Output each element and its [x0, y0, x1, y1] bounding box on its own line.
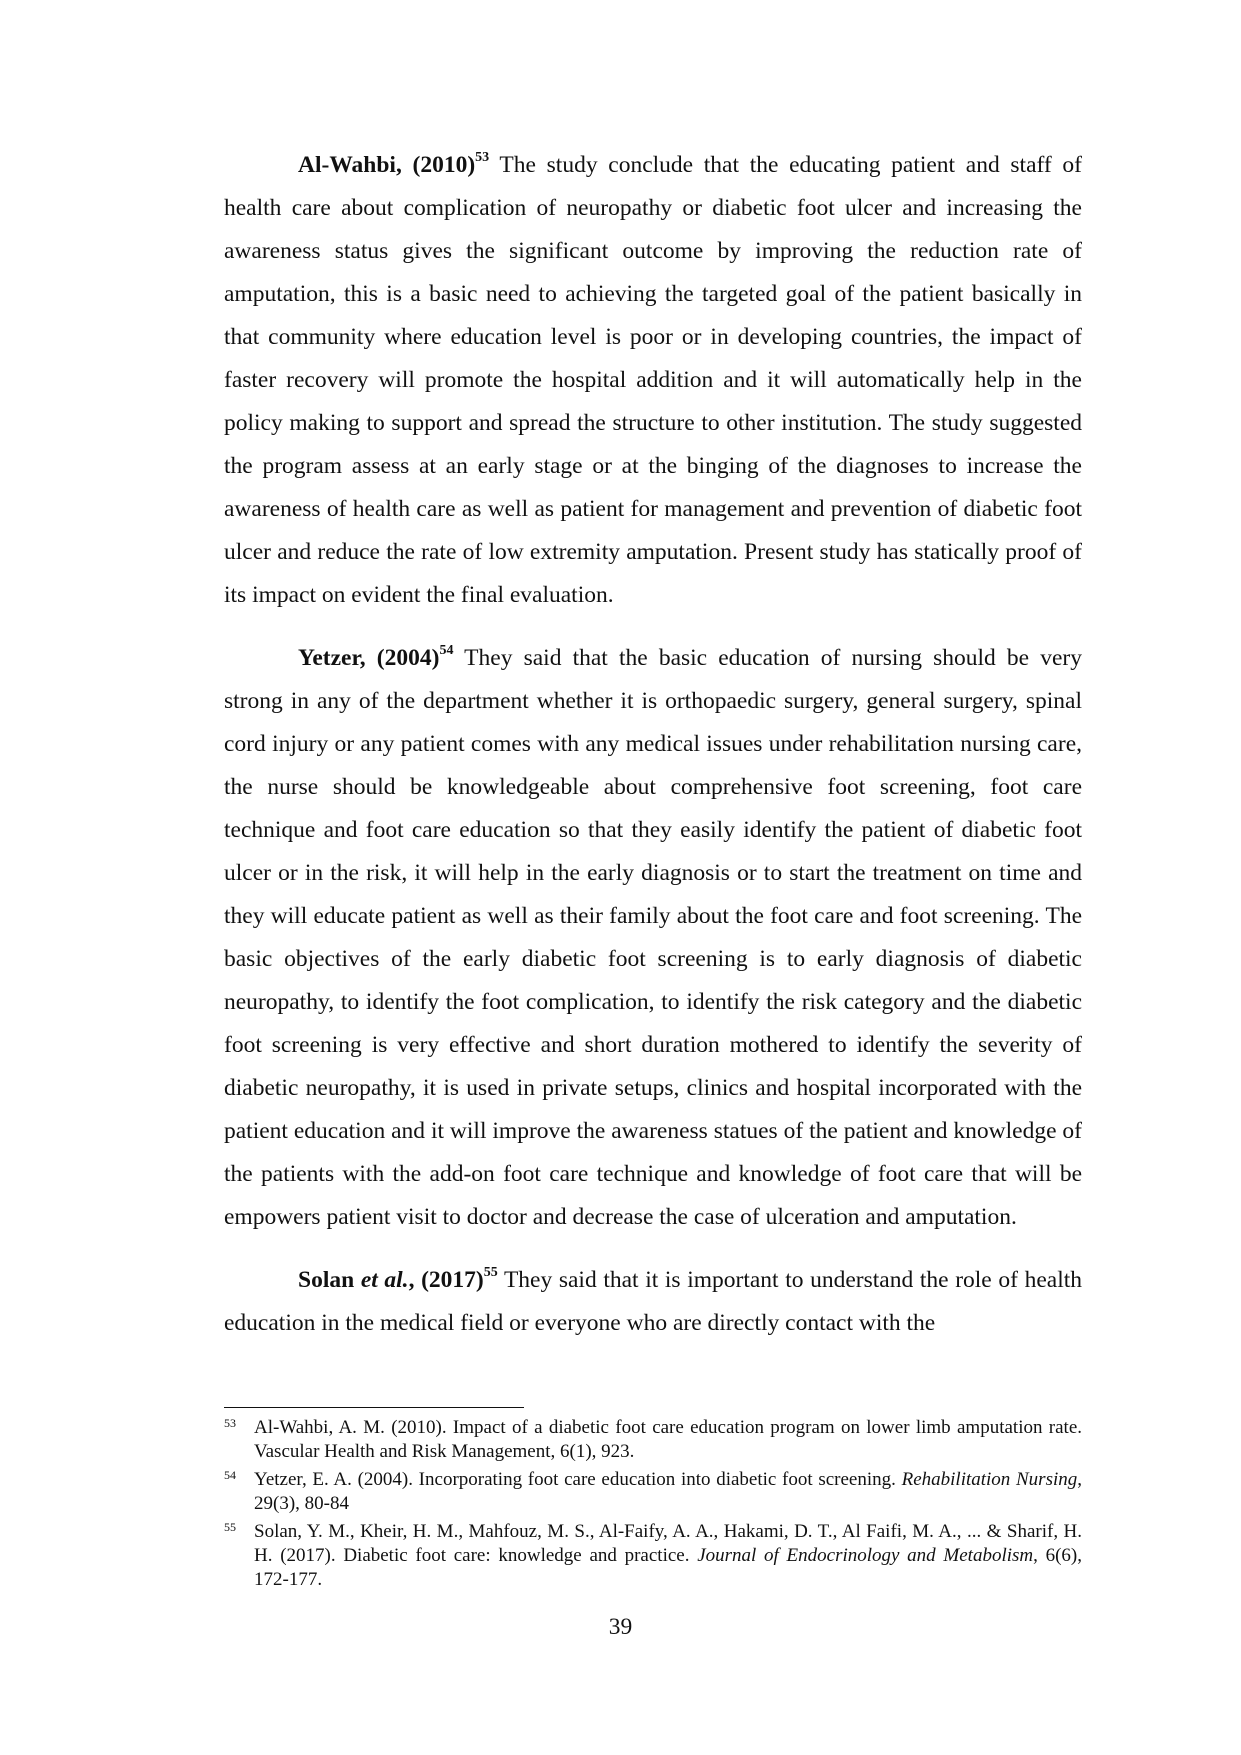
footnote-marker: 55 [224, 1520, 236, 1534]
footnote-text: Yetzer, E. A. (2004). Incorporating foot care education into diabetic foot screening. [254, 1469, 902, 1490]
footnote-53 [224, 1416, 1082, 1464]
paragraph-text: They said that the basic education of nursing should be very strong in any of the department whether it is orthopaedic surgery, general surgery, spinal cord injury or any patient comes with any medical issues under rehabilitation nursing care, the nurse should be knowledgeable about comprehensive foot screening, foot care technique and foot care education so that they easily identify the patient of diabetic foot ulcer or in the risk, it will help in the early diagnosis or to start the treatment on time and they will educate patient as well as their family about the foot care and foot screening. The basic objectives of the early diabetic foot screening is to early diagnosis of diabetic neuropathy, to identify the foot complication, to identify the risk category and the diabetic foot screening is very effective and short duration mothered to identify the severity of diabetic neuropathy, it is used in private setups, clinics and hospital incorporated with the patient education and it will improve the awareness statues of the patient and knowledge of the patients with the add-on foot care technique and knowledge of foot care that will be empowers patient visit to doctor and decrease the case of ulceration and amputation. [224, 645, 1082, 1230]
footnote-divider [224, 1407, 524, 1408]
citation-et-al: et al. [360, 1267, 409, 1293]
paragraph-solan [224, 1259, 1082, 1345]
paragraph-text: They said that it is important to understand the role of health education in the medical field or everyone who are directly contact with the [224, 1267, 1082, 1336]
footnote-journal: Rehabilitation Nursing [901, 1469, 1078, 1490]
citation-author: Al-Wahbi, (2010) [298, 152, 476, 178]
footnote-text-end: , 29(3), 80-84 [254, 1469, 1082, 1514]
footnote-marker: 53 [224, 1416, 236, 1430]
paragraph-yetzer [224, 637, 1082, 1239]
footnotes [224, 1416, 1082, 1596]
paragraph-text: The study conclude that the educating patient and staff of health care about complication of neuropathy or diabetic foot ulcer and increasing the awareness status gives the significant outcome by improving the reduction rate of amputation, this is a basic need to achieving the targeted goal of the patient basically in that community where education level is poor or in developing countries, the impact of faster recovery will promote the hospital addition and it will automatically help in the policy making to support and spread the structure to other institution. The study suggested the program assess at an early stage or at the binging of the diagnoses to increase the awareness of health care as well as patient for management and prevention of diabetic foot ulcer and reduce the rate of low extremity amputation. Present study has statically proof of its impact on evident the final evaluation. [224, 152, 1082, 608]
footnote-reference[interactable]: 55 [483, 1265, 498, 1281]
citation-author: Yetzer, (2004) [298, 645, 440, 671]
footnote-reference[interactable]: 54 [439, 643, 454, 659]
citation-author-name: Solan [298, 1267, 361, 1293]
footnote-text: Al-Wahbi, A. M. (2010). Impact of a diabetic foot care education program on lower limb amputation rate. Vascular Health and Risk Management, 6(1), 923. [254, 1417, 1082, 1462]
footnote-text: Solan, Y. M., Kheir, H. M., Mahfouz, M. S., Al-Faify, A. A., Hakami, D. T., Al Faifi, M. A., ... & Sharif, H. H. (2017). Diabetic foot care: knowledge and practice. [254, 1521, 1082, 1566]
footnote-54 [224, 1468, 1082, 1516]
footnote-journal: Journal of Endocrinology and Metabolism [697, 1545, 1034, 1566]
body-text [224, 144, 1082, 1365]
footnote-marker: 54 [224, 1468, 236, 1482]
footnote-reference[interactable]: 53 [475, 150, 490, 166]
paragraph-al-wahbi [224, 144, 1082, 617]
page-number: 39 [608, 1614, 633, 1640]
citation-author [298, 1267, 484, 1293]
citation-year: , (2017) [408, 1267, 484, 1293]
footnote-text-end: , 6(6), 172-177. [254, 1545, 1083, 1590]
footnote-55 [224, 1520, 1082, 1592]
